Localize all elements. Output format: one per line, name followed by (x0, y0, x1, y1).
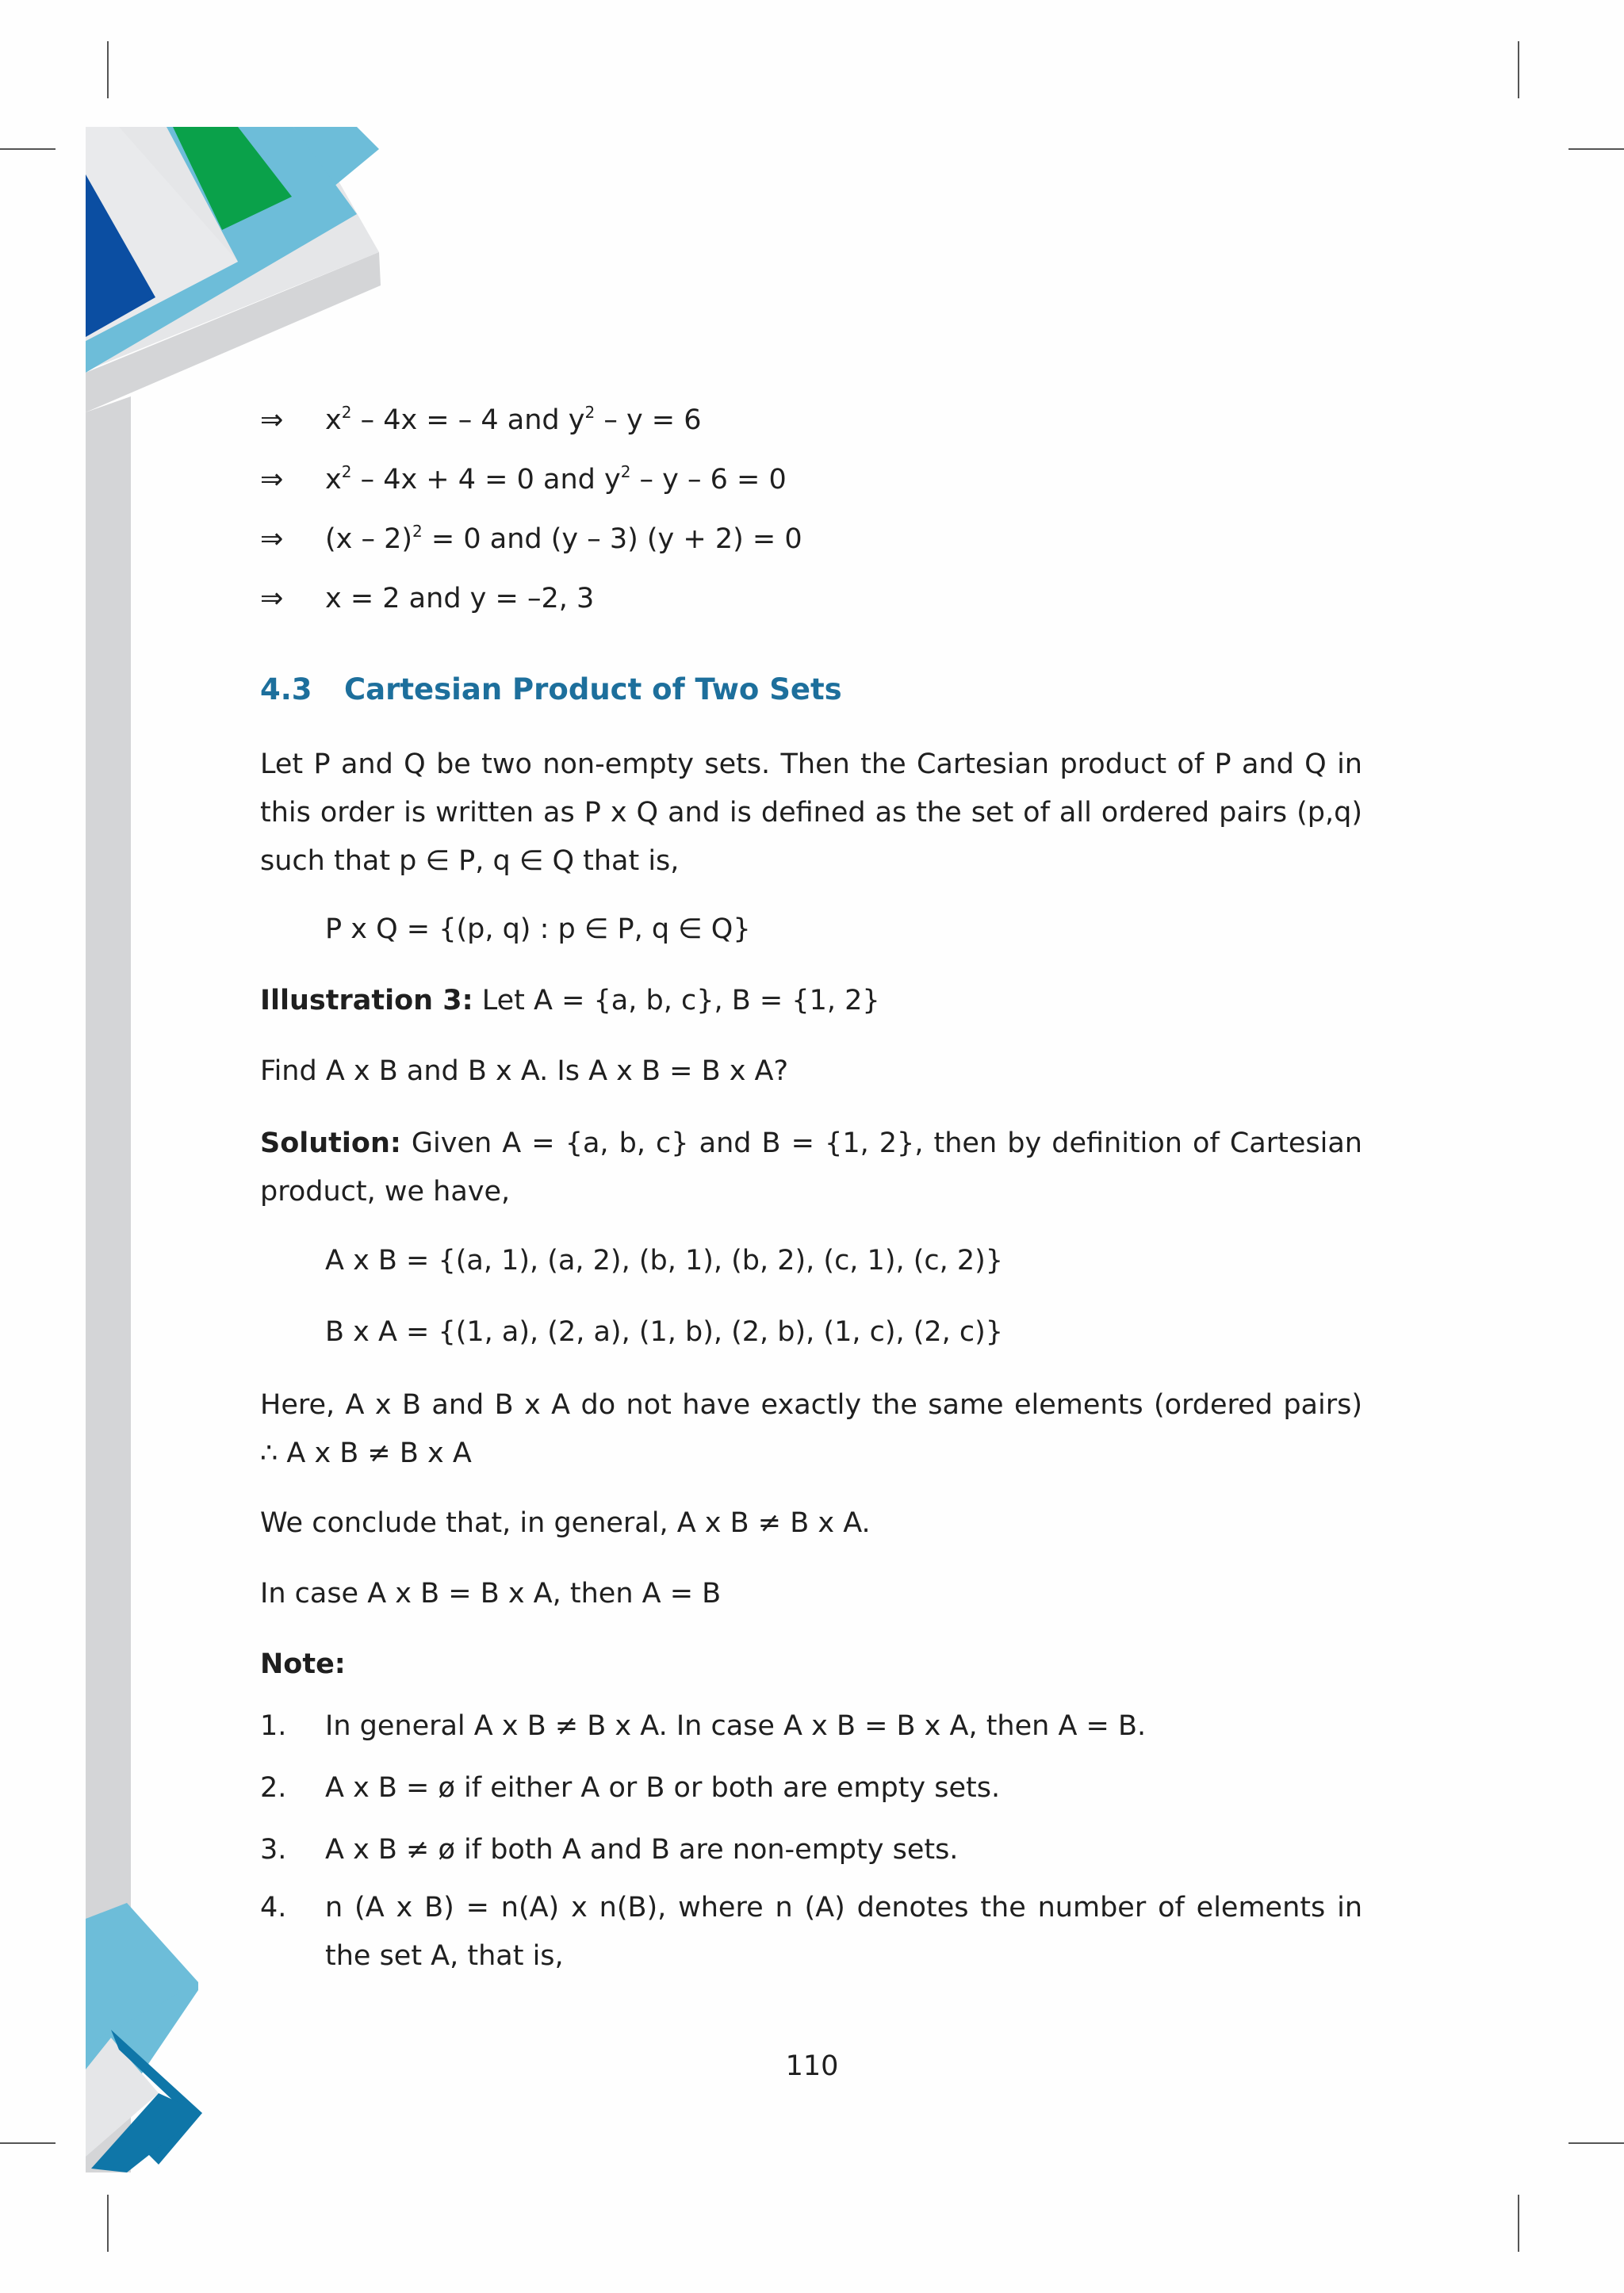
here-block (260, 1381, 1362, 1478)
section-number: 4.3 (260, 672, 312, 706)
bxa-formula: B x A = {(1, a), (2, a), (1, b), (2, b), (1, c), (2, c)} (325, 1316, 1004, 1348)
derivation-line: ⇒ (x – 2)$^2$ = 0 and (y – 3) (y + 2) = 0 (260, 520, 802, 558)
page-number: 110 (785, 2050, 839, 2082)
crop-mark-bottom-right-h (1568, 2142, 1624, 2144)
implies-symbol: ⇒ (260, 404, 284, 436)
derivation-line: ⇒ x = 2 and y = –2, 3 (260, 580, 594, 618)
definition-paragraph: Let P and Q be two non-empty sets. Then the Cartesian product of P and Q in this order is written as P x Q and is defined as the set of all ordered pairs (p,q) such that p ∈ P, q ∈ Q that is, (260, 748, 1362, 877)
here-line: Here, A x B and B x A do not have exactly the same elements (ordered pairs) (260, 1389, 1362, 1421)
derivation-line: ⇒ $x^2 - 4x + 4 = 0$ and $y^2 - y - 6 = 0$ (260, 461, 787, 499)
implies-symbol: ⇒ (260, 583, 284, 614)
conclusion-line: We conclude that, in general, A x B ≠ B x A. (260, 1507, 871, 1539)
solution-paragraph: Solution: Given A = {a, b, c} and B = {1, 2}, then by definition of Cartesian product, we have, (260, 1127, 1362, 1208)
crop-mark-top-right-h (1568, 148, 1624, 150)
definition-block (260, 741, 1362, 886)
definition-formula: P x Q = {(p, q) : p ∈ P, q ∈ Q} (325, 913, 751, 945)
axb-formula: A x B = {(a, 1), (a, 2), (b, 1), (b, 2), (c, 1), (c, 2)} (325, 1245, 1004, 1277)
implies-symbol: ⇒ (260, 523, 284, 555)
solution-label: Solution: (260, 1127, 401, 1159)
illustration-line: Illustration 3: Let A = {a, b, c}, B = {1, 2} (260, 985, 880, 1016)
illustration-question: Find A x B and B x A. Is A x B = B x A? (260, 1055, 789, 1087)
derivation-line: ⇒ $x^2 - 4x$ = – 4 and $y^2 - y = 6$ (260, 401, 702, 439)
note-item: 3. A x B ≠ ø if both A and B are non-empty sets. (260, 1834, 959, 1866)
solution-block (260, 1120, 1362, 1216)
note-label: Note: (260, 1648, 346, 1680)
note-item: 1. In general A x B ≠ B x A. In case A x B = B x A, then A = B. (260, 1710, 1147, 1742)
crop-mark-top-right-v (1518, 41, 1519, 98)
crop-mark-bottom-right-v (1518, 2195, 1519, 2252)
therefore-line: ∴ A x B ≠ B x A (260, 1437, 472, 1469)
section-title: Cartesian Product of Two Sets (344, 672, 842, 706)
in-case-line: In case A x B = B x A, then A = B (260, 1578, 722, 1610)
crop-mark-bottom-left-v (107, 2195, 109, 2252)
implies-symbol: ⇒ (260, 464, 284, 496)
section-heading (260, 671, 842, 709)
note-item: 4. n (A x B) = n(A) x n(B), where n (A) denotes the number of elements in the set A, that is, (260, 1892, 1362, 1972)
illustration-label: Illustration 3: (260, 985, 473, 1016)
note-item: 2. A x B = ø if either A or B or both are empty sets. (260, 1772, 1001, 1804)
